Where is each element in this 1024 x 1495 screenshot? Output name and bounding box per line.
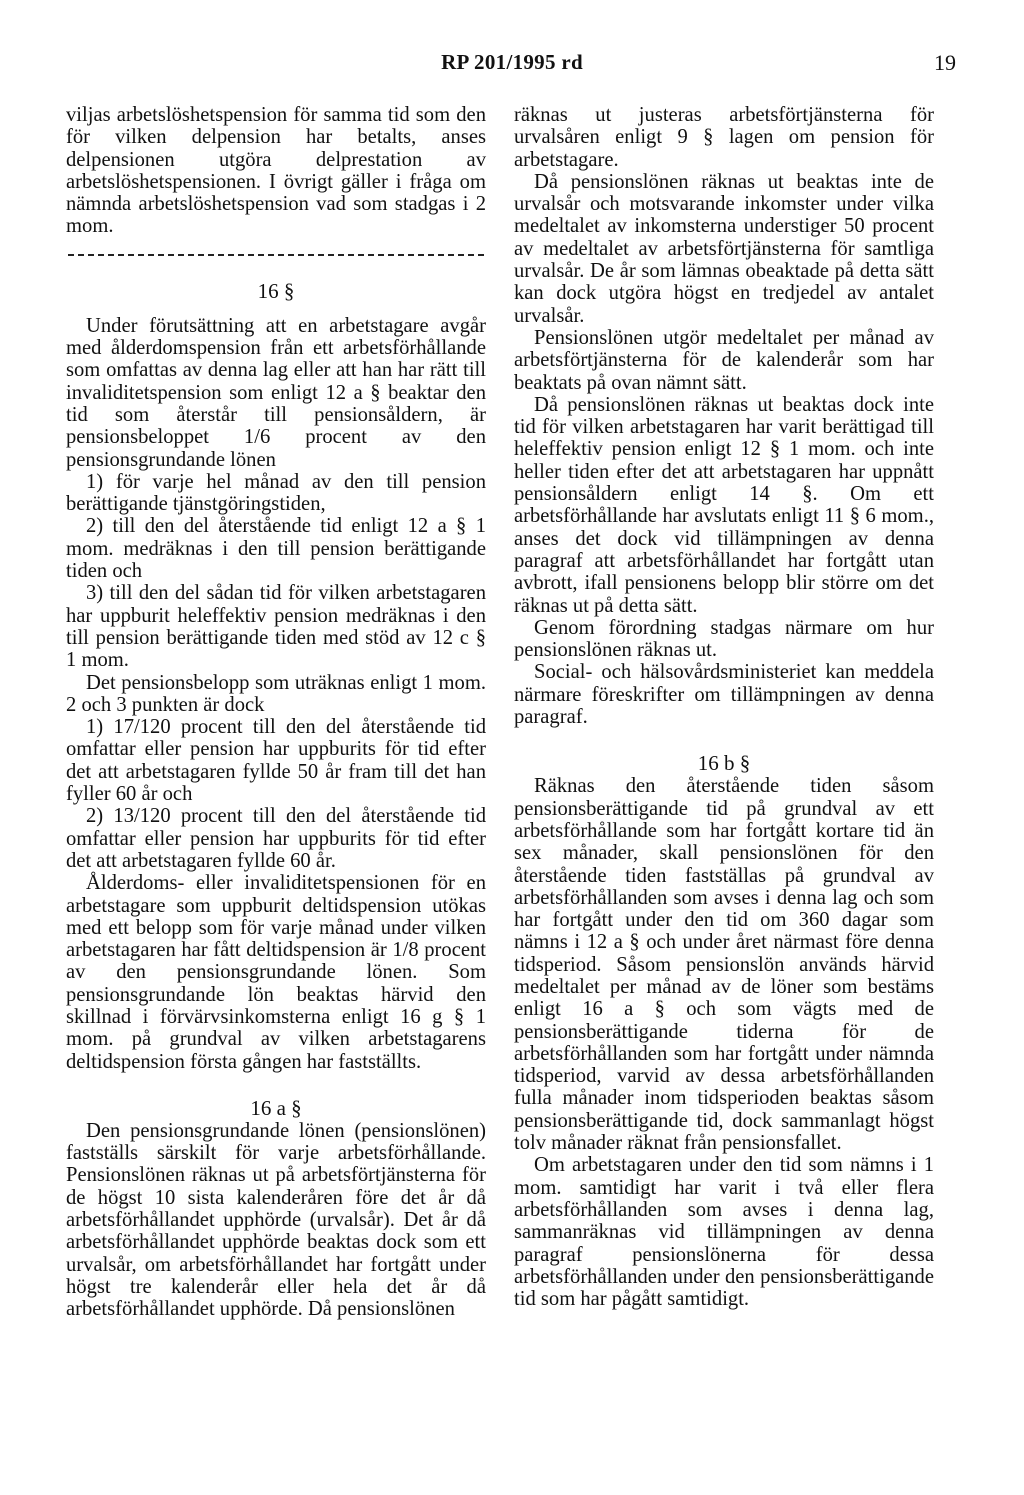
section-16a-heading: 16 a §: [250, 1095, 302, 1120]
section-16-item: 1) för varje hel månad av den till pension berättigande tjänstgöringstiden,: [66, 470, 486, 516]
intro-paragraph: viljas arbetslöshetspension för samma tid som den för vilken delpension har betalts, anses delpensionen utgöra delprestation av arbetslöshetspensionen. I övrigt gäller i fråga om nämnda arbetslöshetspension vad som stadgas i 2 mom.: [66, 104, 486, 238]
continued-paragraph: räknas ut justeras arbetsförtjänsterna för urvalsåren enligt 9 § lagen om pension för arbetstagare.: [514, 104, 934, 171]
section-16b-heading: 16 b §: [697, 751, 751, 776]
section-16-paragraph: Under förutsättning att en arbetstagare avgår med ålderdomspension från ett arbetsförhållande som omfattas av denna lag eller att han har rätt till invaliditetspension som enligt 12 a § beaktar den tid som återstår till pensionsåldern, är pensionsbeloppet 1/6 procent av den pensionsgrundande lönen: [66, 314, 486, 471]
left-column: [66, 104, 486, 1321]
section-16a-paragraph: Då pensionslönen räknas ut beaktas inte de urvalsår och motsvarande inkomster under vilka medeltalet av inkomsterna understiger 50 procent av medeltalet av arbetsförtjänsterna för samtliga urvalsår. De år som lämnas obeaktade på detta sätt kan dock utgöra högst en tredjedel av antalet urvalsår.: [514, 170, 934, 327]
section-16-item: 2) till den del återstående tid enligt 12 a § 1 mom. medräknas i den till pension berättigande tiden och: [66, 515, 486, 583]
omission-dashed-rule: [68, 254, 484, 256]
section-16a-paragraph: Då pensionslönen räknas ut beaktas dock inte tid för vilken arbetstagaren har varit berättigad till heleffektiv pension enligt 12 § 1 mom. och inte heller tiden efter det att arbetstagaren har uppnått pensionsåldern enligt 14 §. Om ett arbetsförhållande har avslutats enligt 11 § 6 mom., anses det dock vid tillämpningen av denna paragraf att arbetsförhållandet har fortgått utan avbrott, ifall pensionens belopp blir större om det räknas ut på detta sätt.: [514, 393, 934, 617]
section-16a-paragraph: Pensionslönen utgör medeltalet per månad av arbetsförtjänsterna för de kalenderår som har beaktats på ovan nämnt sätt.: [514, 326, 934, 394]
right-column: [514, 104, 934, 1310]
section-16b-paragraph: Räknas den återstående tiden såsom pensionsberättigande tid på grundval av ett arbetsförhållande som har fortgått kortare tid än sex månader, skall pensionslönen för den återstående tiden fastställas på grundval av arbetsförhållanden som avses i denna lag och som har fortgått under den tid om 360 dagar som nämns i 12 a § och under året närmast före denna tidsperiod. Såsom pensionslön används härvid medeltalet per månad av de löner som bestäms enligt 16 a § och som vägts med de pensionsberättigande tiderna för de arbetsförhållanden som har fortgått under nämnda tidsperiod, varvid av dessa arbetsförhållanden fulla månader inom tidsperioden beaktas såsom pensionsberättigande tid, dock sammanlagt högst tolv månader räknat från pensionsfallet.: [514, 775, 934, 1155]
section-16-item: 2) 13/120 procent till den del återstående tid omfattar eller pension har uppburits för tid efter det att arbetstagaren fyllde 60 år.: [66, 805, 486, 872]
section-16-paragraph: Ålderdoms- eller invaliditetspensionen för en arbetstagare som uppburit deltidspension utökas med ett belopp som för varje månad under vilken arbetstagaren har fått deltidspension är 1/8 procent av den pensionsgrundande lönen. Som pensionsgrundande lön beaktas härvid den skillnad i förvärvsinkomsterna enligt 16 g § 1 mom. på grundval av vilken arbetstagarens deltidspension första gången har fastställts.: [66, 872, 486, 1073]
section-16a-paragraph: Den pensionsgrundande lönen (pensionslönen) fastställs särskilt för varje arbetsförhållande. Pensionslönen räknas ut på arbetsförtjänsterna för de högst 10 sista kalenderåren före det år då arbetsförhållandet upphörde (urvalsår). Det år då arbetsförhållandet upphörde beaktas dock som ett urvalsår, om arbetsförhållandet har fortgått under högst tre kalenderår eller hela det år då arbetsförhållandet upphörde. Då pensionslönen: [66, 1119, 486, 1321]
section-16-paragraph: Det pensionsbelopp som uträknas enligt 1 mom. 2 och 3 punkten är dock: [66, 671, 486, 716]
section-16-item: 3) till den del sådan tid för vilken arbetstagaren har uppburit heleffektiv pension medräknas i den till pension berättigande tiden med stöd av 12 c § 1 mom.: [66, 582, 486, 672]
page-number: 19: [934, 50, 956, 75]
document-header-title: RP 201/1995 rd: [441, 50, 583, 74]
section-16a-paragraph: Social- och hälsovårdsministeriet kan meddela närmare föreskrifter om tillämpningen av denna paragraf.: [514, 661, 934, 729]
section-16a-paragraph: Genom förordning stadgas närmare om hur pensionslönen räknas ut.: [514, 616, 934, 662]
section-16b-paragraph: Om arbetstagaren under den tid som nämns i 1 mom. samtidigt har varit i två eller flera arbetsförhållanden som avses i denna lag, sammanräknas vid tillämpningen av denna paragraf pensionslönerna för dessa arbetsförhållanden under den pensionsberättigande tid som har pågått samtidigt.: [514, 1154, 934, 1311]
section-16-heading: 16 §: [257, 278, 295, 303]
section-16-item: 1) 17/120 procent till den del återstående tid omfattar eller pension har uppburits för tid efter det att arbetstagaren fyllde 50 år fram till det han fyller 60 år och: [66, 716, 486, 806]
